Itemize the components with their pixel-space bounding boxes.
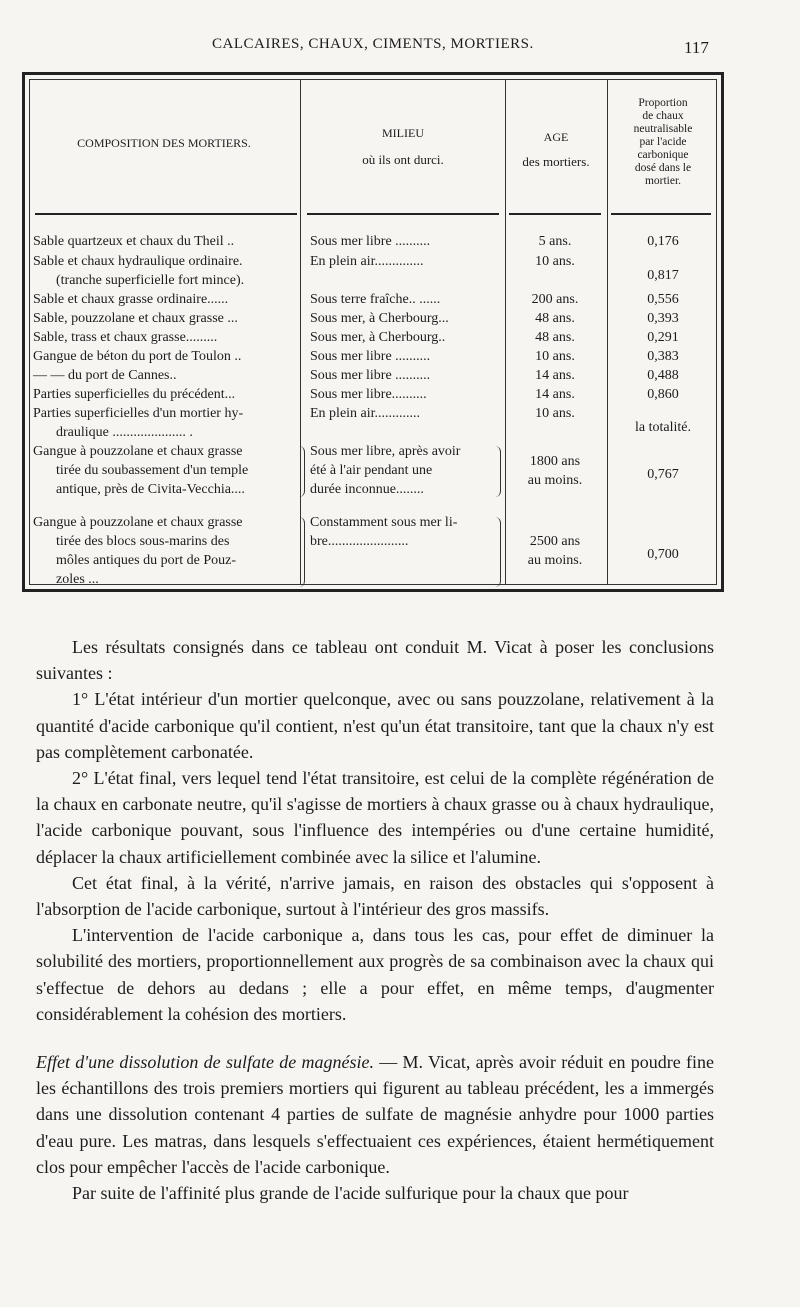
paragraph: 1° L'état intérieur d'un mortier quelconque, avec ou sans pouzzolane, relativement à la quantité d'acide carbonique qu'il contient, n'est qu'un état transitoire, tant que la chaux n'y est pas complètement carbonatée. — [36, 689, 714, 762]
cell-age: 10 ans. — [535, 254, 575, 269]
header-rule — [509, 213, 601, 215]
cell-age: 10 ans. — [535, 406, 575, 421]
header-proportion — [609, 97, 717, 188]
cell-milieu: Sous mer libre .......... — [310, 349, 431, 364]
cell-milieu: Sous mer, à Cherbourg.. — [310, 330, 446, 345]
header-proportion-line: de chaux — [642, 110, 684, 122]
cell-proportion: la totalité. — [635, 419, 691, 435]
cell-proportion: 0,176 — [647, 234, 679, 249]
running-title: CALCAIRES, CHAUX, CIMENTS, MORTIERS. — [212, 36, 534, 52]
cell-age: 5 ans. — [538, 234, 572, 249]
cell-milieu: Sous mer libre, après avoir — [310, 444, 461, 459]
header-rule — [611, 213, 711, 215]
cell-proportion: 0,383 — [647, 349, 679, 364]
header-proportion-line: dosé dans le — [634, 162, 692, 174]
brace — [494, 517, 501, 587]
cell-milieu: En plein air............. — [310, 406, 421, 421]
cell-composition: Sable et chaux hydraulique ordinaire. — [33, 254, 243, 269]
cell-composition: Parties superficielles d'un mortier hy- — [33, 406, 244, 421]
cell-age: 48 ans. — [535, 311, 575, 326]
header-composition: COMPOSITION DES MORTIERS. — [77, 136, 251, 150]
cell-age: 1800 ans — [529, 454, 581, 469]
cell-age: 2500 ans — [529, 534, 581, 549]
header-milieu-sub: où ils ont durci. — [362, 152, 444, 167]
brace — [298, 517, 305, 587]
cell-age: 14 ans. — [535, 387, 575, 402]
page-number: 117 — [684, 38, 709, 57]
section-body: — M. Vicat, après avoir réduit en poudre fine les échantillons des trois premiers mortiers qui figurent au tableau précédent, les a immergés dans une dissolution contenant 4 parties de sulfate de magnésie anhydre pour 1000 parties d'eau pure. Les matras, dans lesquels s'effectuaient ces expériences, étaient hermétiquement clos pour empêcher l'accès de l'acide carbonique. — [36, 1052, 714, 1177]
paragraph-effet — [36, 1049, 714, 1180]
running-header — [0, 36, 800, 66]
paragraph: L'intervention de l'acide carbonique a, dans tous les cas, pour effet de diminuer la solubilité des mortiers, proportionnellement aux progrès de sa combinaison avec la chaux qui s'effectue de dehors au dedans ; elle a pour effet, en même temps, d'augmenter considérablement la cohésion des mortiers. — [36, 925, 714, 1024]
header-proportion-line: neutralisable — [633, 123, 693, 135]
header-age-sub: des mortiers. — [522, 154, 590, 169]
header-proportion-line: par l'acide — [639, 136, 687, 148]
cell-composition: Gangue à pouzzolane et chaux grasse — [33, 515, 243, 530]
cell-composition: môles antiques du port de Pouz- — [56, 553, 237, 568]
paragraph: Par suite de l'affinité plus grande de l'acide sulfurique pour la chaux que pour — [72, 1183, 629, 1204]
cell-milieu: En plein air.............. — [310, 254, 424, 269]
cell-milieu: été à l'air pendant une — [310, 463, 433, 478]
column-divider — [300, 79, 301, 585]
paragraph: 2° L'état final, vers lequel tend l'état transitoire, est celui de la complète régénération de la chaux en carbonate neutre, qu'il s'agisse de mortiers à chaux grasse ou à chaux hydraulique, l'acide carbonique pouvant, sous l'influence des intempéries ou d'une certaine humidité, déplacer la chaux artificiellement combinée avec la silice et l'alumine. — [36, 768, 714, 867]
header-age: AGE — [543, 130, 569, 144]
brace — [298, 446, 305, 497]
header-proportion-line: mortier. — [644, 175, 682, 187]
paragraph: Les résultats consignés dans ce tableau ont conduit M. Vicat à poser les conclusions suivantes : — [36, 637, 714, 684]
cell-milieu: bre....................... — [310, 534, 409, 549]
cell-proportion: 0,291 — [647, 330, 679, 345]
cell-age: au moins. — [527, 553, 583, 568]
cell-composition: tirée du soubassement d'un temple — [56, 463, 249, 478]
cell-proportion: 0,700 — [647, 547, 679, 562]
header-rule — [307, 213, 499, 215]
cell-composition: Gangue de béton du port de Toulon .. — [33, 349, 242, 364]
cell-milieu: Sous terre fraîche.. ...... — [310, 292, 441, 307]
paragraph: Cet état final, à la vérité, n'arrive jamais, en raison des obstacles qui s'opposent à l'absorption de l'acide carbonique, surtout à l'intérieur des gros massifs. — [36, 872, 714, 920]
cell-proportion: 0,817 — [647, 267, 679, 283]
cell-milieu: Sous mer libre .......... — [310, 234, 431, 249]
cell-age: 14 ans. — [535, 368, 575, 383]
cell-composition: (tranche superficielle fort mince). — [56, 273, 245, 288]
header-proportion-line: carbonique — [637, 149, 689, 161]
cell-composition: Sable et chaux grasse ordinaire...... — [33, 292, 229, 307]
cell-composition: Sable, trass et chaux grasse......... — [33, 330, 218, 345]
header-milieu: MILIEU — [382, 126, 424, 140]
cell-composition: Sable, pouzzolane et chaux grasse ... — [33, 311, 238, 326]
cell-age: au moins. — [527, 473, 583, 488]
cell-milieu: Sous mer, à Cherbourg... — [310, 311, 449, 326]
cell-composition: tirée des blocs sous-marins des — [56, 534, 230, 549]
cell-milieu: Constamment sous mer li- — [310, 515, 458, 530]
cell-proportion: 0,393 — [647, 311, 679, 326]
cell-milieu: durée inconnue........ — [310, 482, 424, 497]
cell-composition: Sable quartzeux et chaux du Theil .. — [33, 234, 235, 249]
cell-proportion: 0,556 — [647, 292, 679, 307]
cell-composition: Parties superficielles du précédent... — [33, 387, 236, 402]
cell-age: 48 ans. — [535, 330, 575, 345]
cell-proportion: 0,860 — [647, 387, 679, 402]
cell-milieu: Sous mer libre.......... — [310, 387, 427, 402]
cell-composition: draulique ..................... . — [56, 425, 193, 440]
body-text — [36, 634, 714, 1206]
cell-milieu: Sous mer libre .......... — [310, 368, 431, 383]
header-proportion-line: Proportion — [638, 97, 688, 109]
section-title: Effet d'une dissolution de sulfate de magnésie. — [36, 1052, 374, 1073]
cell-age: 200 ans. — [531, 292, 579, 307]
cell-composition: Gangue à pouzzolane et chaux grasse — [33, 444, 243, 459]
cell-composition: zoles ... — [56, 572, 99, 587]
header-rule — [35, 213, 297, 215]
cell-composition: antique, près de Civita-Vecchia.... — [56, 482, 245, 497]
cell-composition: — — du port de Cannes.. — [33, 368, 177, 383]
cell-age: 10 ans. — [535, 349, 575, 364]
brace — [494, 446, 501, 497]
cell-proportion: 0,767 — [647, 467, 679, 482]
cell-proportion: 0,488 — [647, 368, 679, 383]
